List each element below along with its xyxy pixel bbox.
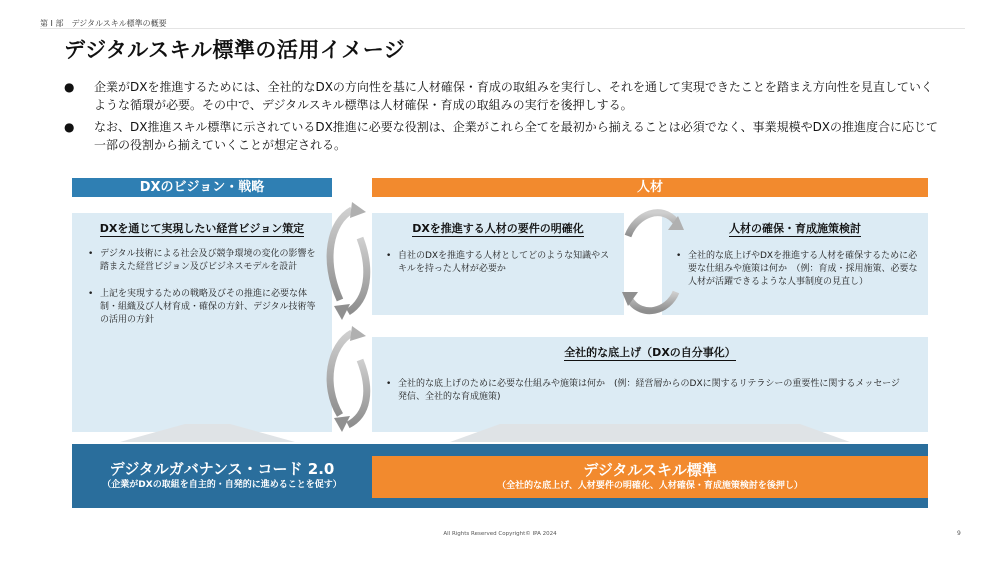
talent-bar: 人材 — [372, 178, 928, 197]
bullet-dot-icon: ● — [64, 120, 75, 134]
list-item: • 全社的な底上げのために必要な仕組みや施策は何か (例：経営層からのDXに関するリテラシーの重要性に関するメッセージ発信、全社的な育成施策) — [386, 379, 900, 402]
bullet-text: なお、DX推進スキル標準に示されているDX推進に必要な役割は、企業がこれら全てを最初から揃えることは必須でなく、事業規模やDXの推進度合に応じて一部の役割から揃えていくことが想定される。 — [94, 120, 939, 152]
copyright-footer: All Rights Reserved Copyright© IPA 2024 — [443, 531, 557, 537]
support-trapezoid-right — [450, 424, 850, 442]
bullet-text: 企業がDXを推進するためには、全社的なDXの方向性を基に人材確保・育成の取組みを実行し、それを通して実現できたことを踏まえ方向性を見直していくような循環が必要。その中で、デジタルスキル標準は人材確保・育成の取組みの実行を後押しする。 — [94, 80, 933, 112]
list-item: • 自社のDXを推進する人材としてどのような知識やスキルを持った人材が必要か — [386, 251, 610, 274]
list-item: • 上記を実現するための戦略及びその推進に必要な体制・組織及び人材育成・確保の方針、デジタル技術等の活用の方針 — [88, 289, 316, 325]
skill-standard-box — [372, 456, 928, 498]
vision-card-title: DXを通じて実現したい経営ビジョン策定 — [99, 222, 305, 235]
support-trapezoid-left — [120, 424, 295, 442]
bullet-icon: • — [88, 249, 94, 259]
governance-code-subtitle: （企業がDXの取組を自主的・自発的に進めることを促す） — [102, 480, 342, 490]
bullet-icon: • — [676, 251, 682, 261]
governance-code-title: デジタルガバナンス・コード 2.0 — [109, 460, 335, 478]
list-item: • 全社的な底上げやDXを推進する人材を確保するために必要な仕組みや施策は何か （例：育成・採用施策、必要な人材が活躍できるような人事制度の見直し） — [676, 251, 918, 287]
governance-code-box — [72, 444, 372, 508]
baseline-card-title: 全社的な底上げ（DXの自分事化） — [564, 346, 736, 359]
bullet-icon: • — [386, 251, 392, 261]
section-label: 第 I 部 デジタルスキル標準の概要 — [40, 19, 167, 28]
bullet-icon: • — [88, 289, 94, 299]
vision-strategy-bar: DXのビジョン・戦略 — [72, 178, 332, 197]
list-item: • デジタル技術による社会及び競争環境の変化の影響を踏まえた経営ビジョン及びビジネスモデルを設計 — [88, 249, 316, 272]
bullet-icon: • — [386, 379, 392, 389]
bullet-dot-icon: ● — [64, 80, 75, 94]
page-title: デジタルスキル標準の活用イメージ — [64, 38, 406, 62]
skill-standard-subtitle: （全社的な底上げ、人材要件の明確化、人材確保・育成施策検討を後押し） — [497, 481, 803, 491]
page-number: 9 — [957, 530, 961, 537]
requirements-card-title: DXを推進する人材の要件の明確化 — [412, 222, 584, 235]
measures-card-title: 人材の確保・育成施策検討 — [729, 222, 861, 235]
skill-standard-title: デジタルスキル標準 — [583, 461, 717, 479]
